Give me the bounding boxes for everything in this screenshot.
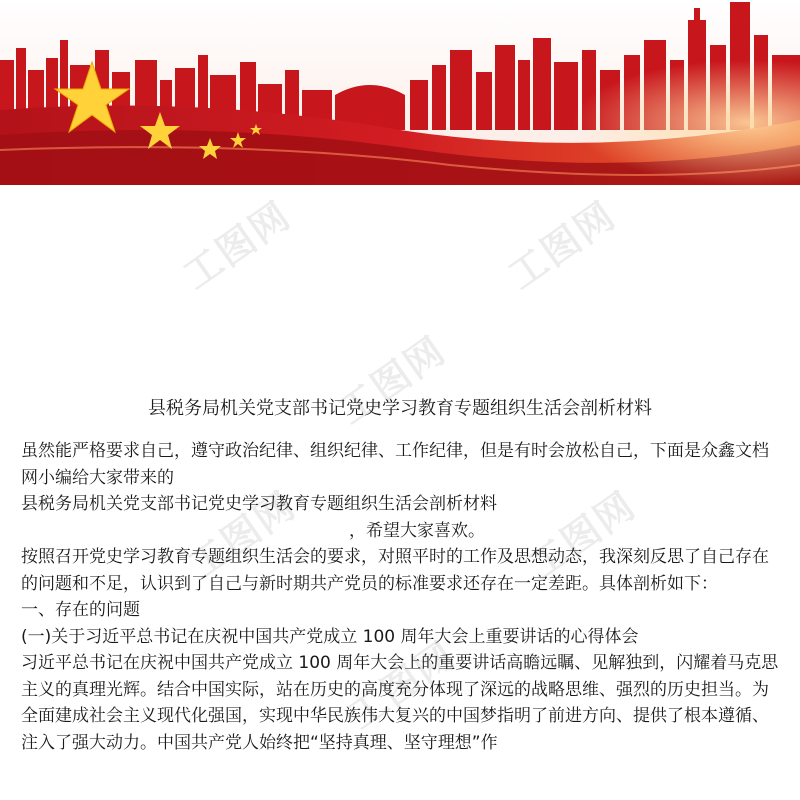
intro-title-reference: 县税务局机关党支部书记党史学习教育专题组织生活会剖析材料 bbox=[21, 494, 497, 514]
watermark: 工图网 bbox=[180, 482, 304, 588]
intro-paragraph: 虽然能严格要求自己，遵守政治纪律、组织纪律、工作纪律，但是有时会放松自己，下面是众鑫文档网小编给大家带来的 bbox=[21, 441, 769, 488]
body-paragraph: 按照召开党史学习教育专题组织生活会的要求，对照平时的工作及思想动态，我深刻反思了自己存在的问题和不足，认识到了自己与新时期共产党员的标准要求还存在一定差距。具体剖析如下： bbox=[21, 547, 769, 594]
watermark: 工图网 bbox=[340, 632, 464, 738]
body-paragraph: 习近平总书记在庆祝中国共产党成立 100 周年大会上的重要讲话高瞻远瞩、见解独到，闪耀着马克思主义的真理光辉。结合中国实际，站在历史的高度充分体现了深远的战略思维、强烈的历史担当。为全面建成社会主义现代化强国，实现中华民族伟大复兴的中国梦指明了前进方向、提供了根本遵循、注入了强大动力。中国共产党人始终把“坚持真理、坚守理想”作 bbox=[21, 653, 779, 753]
intro-closing: ，希望大家喜欢。 bbox=[349, 520, 485, 541]
document-title: 县税务局机关党支部书记党史学习教育专题组织生活会剖析材料 bbox=[148, 398, 652, 419]
city-skyline-banner-graphic bbox=[0, 0, 800, 185]
section-heading: 一、存在的问题 bbox=[21, 600, 140, 620]
watermark: 工图网 bbox=[330, 327, 454, 433]
subsection-heading: (一)关于习近平总书记在庆祝中国共产党成立 100 周年大会上重要讲话的心得体会 bbox=[21, 626, 639, 647]
document-body bbox=[21, 438, 781, 756]
watermark: 工图网 bbox=[175, 192, 299, 298]
watermark: 工图网 bbox=[520, 482, 644, 588]
watermark: 工图网 bbox=[500, 192, 624, 298]
header-banner bbox=[0, 0, 800, 185]
